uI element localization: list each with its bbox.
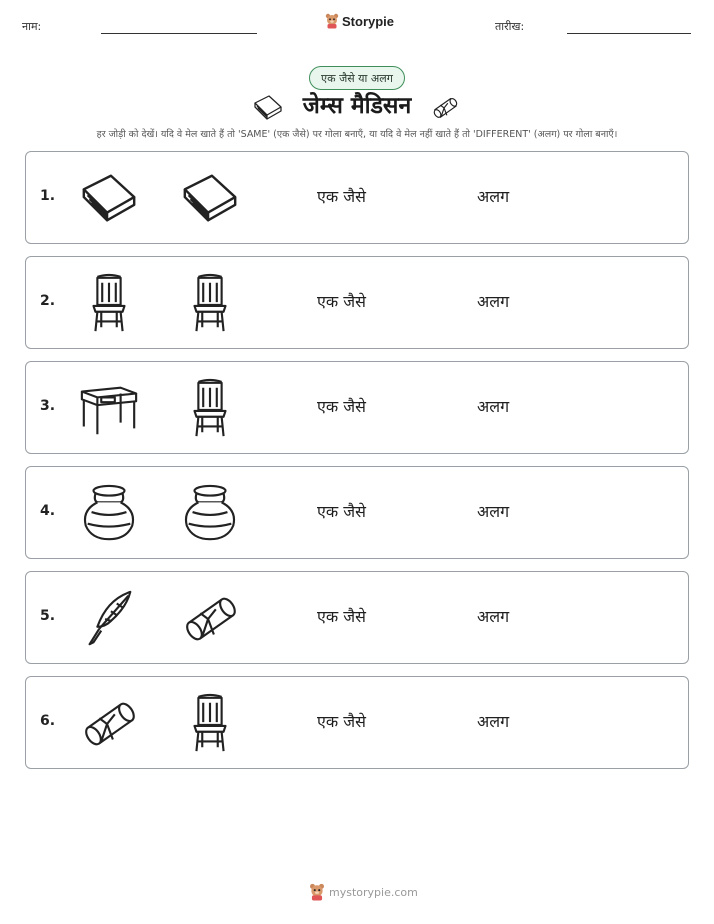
brand-logo: [325, 13, 394, 29]
question-number: 2.: [40, 293, 56, 309]
scroll-icon: [430, 94, 460, 120]
chair-icon: [179, 378, 241, 440]
footer: [309, 883, 418, 901]
name-label: नाम:: [22, 20, 42, 33]
footer-url[interactable]: mystorypie.com: [329, 885, 418, 899]
same-option[interactable]: एक जैसे: [317, 502, 366, 521]
question-card: [25, 256, 689, 349]
different-option[interactable]: अलग: [477, 712, 510, 731]
scroll-icon: [78, 693, 140, 755]
question-card: [25, 676, 689, 769]
same-option[interactable]: एक जैसे: [317, 292, 366, 311]
question-number: 4.: [40, 503, 56, 519]
left-picture: [78, 483, 140, 545]
question-number: 1.: [40, 188, 56, 204]
right-picture: [179, 588, 241, 650]
same-option[interactable]: एक जैसे: [317, 397, 366, 416]
pot-icon: [179, 483, 241, 545]
page-title: जेम्स मैडिसन: [302, 93, 412, 119]
different-option[interactable]: अलग: [477, 607, 510, 626]
different-option[interactable]: अलग: [477, 187, 510, 206]
left-picture: [78, 693, 140, 755]
left-picture: [78, 588, 140, 650]
date-label: तारीख:: [495, 20, 525, 33]
right-picture: [179, 273, 241, 335]
quill-icon: [78, 588, 140, 650]
table-icon: [78, 378, 140, 440]
left-picture: [78, 378, 140, 440]
same-option[interactable]: एक जैसे: [317, 187, 366, 206]
question-number: 6.: [40, 713, 56, 729]
right-picture: [179, 168, 241, 230]
date-line[interactable]: [567, 33, 691, 34]
book-icon: [252, 92, 284, 120]
instructions: हर जोड़ी को देखें। यदि वे मेल खाते हैं तो 'SAME' (एक जैसे) पर गोला बनाएँ, या यदि वे मेल नहीं खाते हैं तो 'DIFFERENT' (अलग) पर गोला बनाएँ।: [96, 129, 618, 140]
name-line[interactable]: [101, 33, 257, 34]
question-card: [25, 151, 689, 244]
left-picture: [78, 273, 140, 335]
same-option[interactable]: एक जैसे: [317, 712, 366, 731]
bear-icon: [325, 13, 339, 29]
left-picture: [78, 168, 140, 230]
different-option[interactable]: अलग: [477, 502, 510, 521]
different-option[interactable]: अलग: [477, 397, 510, 416]
book-icon: [179, 168, 241, 230]
question-card: [25, 466, 689, 559]
chair-icon: [78, 273, 140, 335]
right-picture: [179, 693, 241, 755]
bear-icon: [309, 883, 325, 901]
book-icon: [78, 168, 140, 230]
question-number: 3.: [40, 398, 56, 414]
brand-name: Storypie: [342, 13, 395, 29]
chair-icon: [179, 693, 241, 755]
same-option[interactable]: एक जैसे: [317, 607, 366, 626]
question-card: [25, 571, 689, 664]
question-number: 5.: [40, 608, 56, 624]
right-picture: [179, 483, 241, 545]
right-picture: [179, 378, 241, 440]
different-option[interactable]: अलग: [477, 292, 510, 311]
worksheet-type-pill: एक जैसे या अलग: [309, 66, 405, 90]
pot-icon: [78, 483, 140, 545]
scroll-icon: [179, 588, 241, 650]
chair-icon: [179, 273, 241, 335]
question-card: [25, 361, 689, 454]
